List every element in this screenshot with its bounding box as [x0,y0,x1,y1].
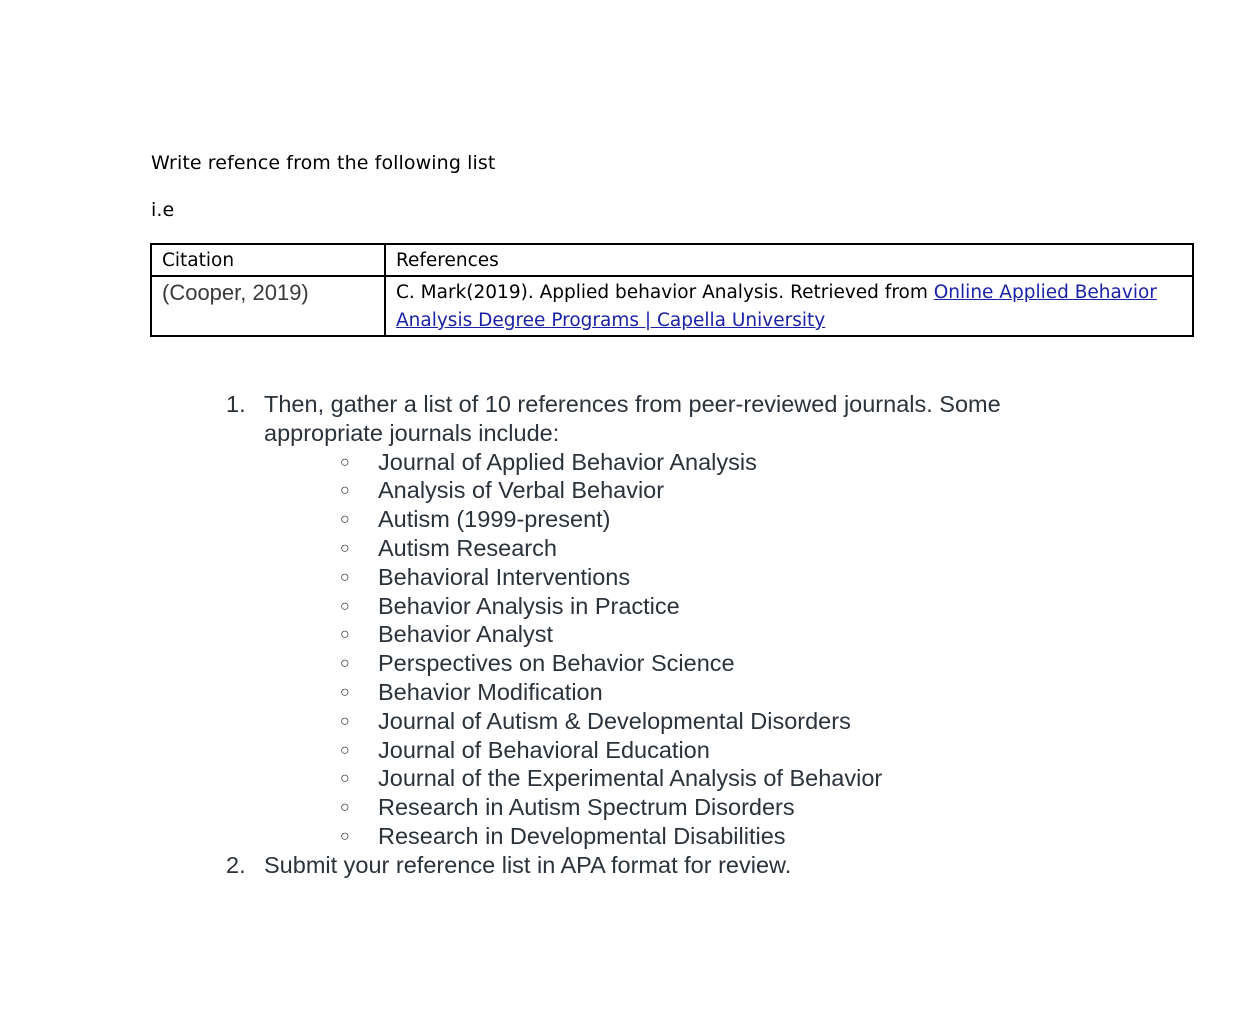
reference-table [150,243,1194,337]
step-1 [226,390,1126,448]
journal-name: Autism (1999-present) [378,506,611,533]
circle-bullet-icon: ○ [340,568,350,586]
journal-list [226,448,1126,851]
circle-bullet-icon: ○ [340,539,350,557]
list-item [340,534,1126,563]
list-item [340,764,1126,793]
journal-name: Journal of Applied Behavior Analysis [378,448,757,475]
header-citation: Citation [151,244,385,276]
circle-bullet-icon: ○ [340,655,350,673]
step-2 [226,851,1126,880]
list-item [340,505,1126,534]
citation-cell: (Cooper, 2019) [151,276,385,336]
journal-name: Behavior Analyst [378,621,554,648]
journal-name: Journal of Behavioral Education [378,736,710,763]
circle-bullet-icon: ○ [340,453,350,471]
table-header-row [151,244,1193,276]
journal-name: Perspectives on Behavior Science [378,650,735,677]
list-item [340,476,1126,505]
journal-name: Analysis of Verbal Behavior [378,477,665,504]
reference-cell [385,276,1193,336]
list-item [340,563,1126,592]
list-item [340,620,1126,649]
step-1-text: Then, gather a list of 10 references from peer-reviewed journals. Some appropriate journals include: [264,391,1001,446]
journal-name: Journal of Autism & Developmental Disorders [378,707,851,734]
step-1-number: 1. [226,391,246,417]
circle-bullet-icon: ○ [340,827,350,845]
intro-example-label: i.e [151,199,175,221]
circle-bullet-icon: ○ [340,741,350,759]
reference-text: C. Mark(2019). Applied behavior Analysis. Retrieved from [396,282,934,303]
circle-bullet-icon: ○ [340,770,350,788]
journal-name: Research in Autism Spectrum Disorders [378,794,795,821]
header-references: References [385,244,1193,276]
journal-name: Behavioral Interventions [378,563,631,590]
list-item [340,793,1126,822]
table-row [151,276,1193,336]
journal-name: Behavior Analysis in Practice [378,592,680,619]
step-2-number: 2. [226,851,246,878]
capella-reference-link[interactable]: Online Applied Behavior Analysis Degree Programs | Capella University [396,282,1157,331]
circle-bullet-icon: ○ [340,626,350,644]
journal-name: Behavior Modification [378,678,603,705]
list-item [340,678,1126,707]
list-item [340,592,1126,621]
journal-name: Autism Research [378,534,557,561]
circle-bullet-icon: ○ [340,712,350,730]
list-item [340,707,1126,736]
circle-bullet-icon: ○ [340,511,350,529]
circle-bullet-icon: ○ [340,482,350,500]
list-item [340,649,1126,678]
journal-name: Journal of the Experimental Analysis of Behavior [378,765,883,792]
circle-bullet-icon: ○ [340,597,350,615]
circle-bullet-icon: ○ [340,683,350,701]
instructions-list [226,390,1126,880]
list-item [340,822,1126,851]
list-item [340,448,1126,477]
journal-name: Research in Developmental Disabilities [378,822,786,849]
step-2-text: Submit your reference list in APA format for review. [264,851,792,878]
list-item [340,736,1126,765]
intro-instruction: Write refence from the following list [151,152,496,174]
circle-bullet-icon: ○ [340,799,350,817]
